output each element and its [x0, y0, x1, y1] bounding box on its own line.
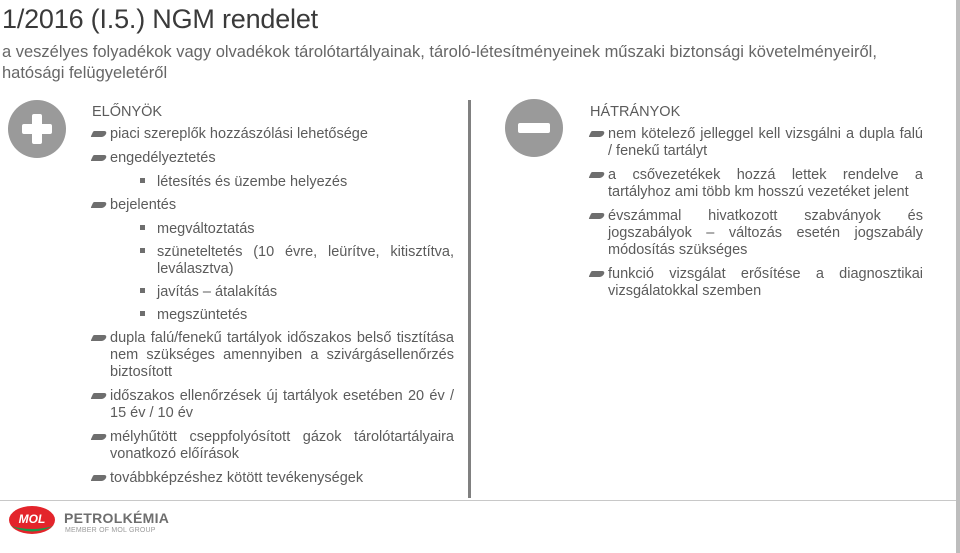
- sub-bullet-item: javítás – átalakítás: [92, 284, 454, 301]
- sub-bullet-item: szüneteltetés (10 évre, leürítve, kitisztítva, leválasztva): [92, 244, 454, 278]
- disadvantages-list: [590, 126, 923, 300]
- disadvantages-column: [590, 104, 923, 307]
- page-subtitle: a veszélyes folyadékok vagy olvadékok tárolótartályainak, tároló-létesítményeinek műszaki biztonsági követelményeiről, hatósági felügyeletéről: [2, 43, 877, 82]
- brand-tagline: MEMBER OF MOL GROUP: [65, 527, 156, 534]
- column-divider: [468, 100, 471, 498]
- bullet-item: időszakos ellenőrzések új tartályok esetében 20 év / 15 év / 10 év: [92, 388, 454, 422]
- bullet-item: nem kötelező jelleggel kell vizsgálni a dupla falú / fenekű tartályt: [590, 126, 923, 160]
- plus-circle-icon: [8, 100, 66, 158]
- bullet-item: dupla falú/fenekű tartályok időszakos belső tisztítása nem szükséges amennyiben a szivárgásellenőrzés biztosított: [92, 330, 454, 381]
- sub-bullet-item: megszüntetés: [92, 307, 454, 324]
- bullet-item: engedélyeztetés: [92, 150, 454, 167]
- advantages-column: [92, 104, 454, 494]
- minus-circle-icon: [505, 99, 563, 157]
- slide-edge: [956, 0, 960, 553]
- advantages-list: [92, 126, 454, 487]
- mol-logo: [8, 505, 56, 535]
- advantages-heading: ELŐNYÖK: [92, 104, 163, 120]
- bullet-item: funkció vizsgálat erősítése a diagnosztikai vizsgálatokkal szemben: [590, 266, 923, 300]
- sub-bullet-item: megváltoztatás: [92, 221, 454, 238]
- bullet-item: bejelentés: [92, 197, 454, 214]
- sub-bullet-item: létesítés és üzembe helyezés: [92, 174, 454, 191]
- bullet-item: a csővezetékek hozzá lettek rendelve a tartályhoz ami több km hosszú vezetéket jelent: [590, 167, 923, 201]
- footer-divider: [0, 500, 956, 501]
- page-title: 1/2016 (I.5.) NGM rendelet: [2, 4, 318, 34]
- brand-name: PETROLKÉMIA: [64, 510, 170, 526]
- bullet-item: továbbképzéshez kötött tevékenységek: [92, 470, 454, 487]
- bullet-item: mélyhűtött cseppfolyósított gázok tárolótartályaira vonatkozó előírások: [92, 429, 454, 463]
- bullet-item: évszámmal hivatkozott szabványok és jogszabályok – változás esetén jogszabály módosítás szükséges: [590, 208, 923, 259]
- disadvantages-heading: HÁTRÁNYOK: [590, 104, 681, 120]
- bullet-item: piaci szereplők hozzászólási lehetősége: [92, 126, 454, 143]
- mol-logo-text: MOL: [18, 512, 46, 526]
